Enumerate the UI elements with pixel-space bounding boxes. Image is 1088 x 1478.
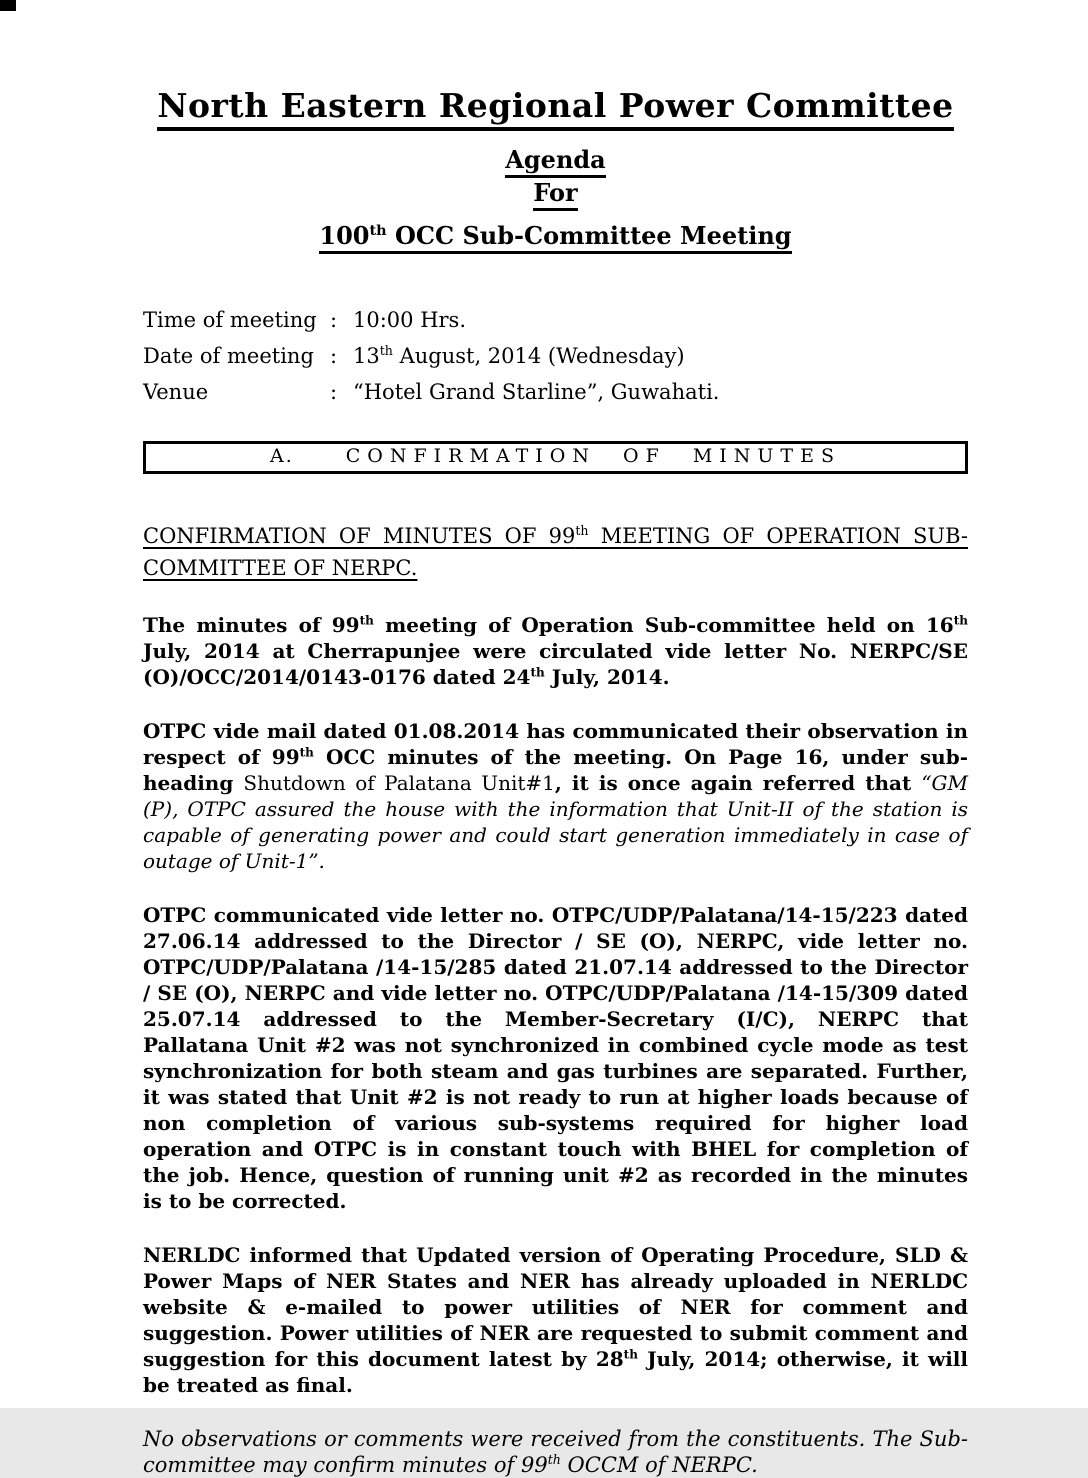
detail-date-number: 13 [353,344,380,368]
paragraph-no-observations [143,1426,968,1478]
subtitle-agenda: Agenda [505,145,605,178]
paragraph-otpc-observation [143,718,968,874]
text-run: OCC minutes of the meeting. On Page 16, under sub-heading [143,745,968,795]
meeting-heading-number: 100 [319,221,370,250]
ordinal-superscript: th [530,665,545,680]
subtitle-block [143,145,968,211]
detail-colon: : [330,380,338,404]
text-run: The minutes of 99 [143,613,360,637]
doc-title: North Eastern Regional Power Committee [157,86,953,131]
paragraph-nerldc-update [143,1242,968,1398]
title-block [143,86,968,131]
ordinal-superscript: th [299,745,314,760]
meeting-heading-ordinal: th [369,222,387,239]
detail-value-venue: “Hotel Grand Starline”, Guwahati. [353,380,720,404]
text-run-subheading: Shutdown of Palatana Unit#1 [243,771,555,795]
section-a-box [143,441,968,474]
meeting-details [143,308,968,405]
meeting-heading [319,221,791,254]
text-run: July, 2014; otherwise, it will be treated as final. [143,1347,968,1397]
section-a-index: A. [269,445,294,467]
detail-date-text: August, 2014 (Wednesday) [392,344,685,368]
ordinal-superscript: th [359,613,374,628]
detail-colon: : [330,344,338,368]
text-run-quotation: “GM (P), OTPC assured the house with the information that Unit-II of the station is capable of generating power and could start generation immediately in case of outage of Unit-1”. [143,771,968,873]
detail-value-date [346,344,968,369]
paragraph-otpc-letters: OTPC communicated vide letter no. OTPC/UDP/Palatana/14-15/223 dated 27.06.14 addressed to the Director / SE (O), NERPC, vide letter no. OTPC/UDP/Palatana /14-15/285 dated 21.07.14 addressed to the Director / SE (O), NERPC and vide letter no. OTPC/UDP/Palatana /14-15/309 dated 25.07.14 addressed to the Member-Secretary (I/C), NERPC that Pallatana Unit #2 was not synchronized in combined cycle mode as test synchronization for both steam and gas turbines are separated. Further, it was stated that Unit #2 is not ready to run at higher loads because of non completion of various sub-systems required for higher load operation and OTPC is in constant touch with BHEL for completion of the job. Hence, question of running unit #2 as recorded in the minutes is to be corrected. [143,903,968,1213]
confirmation-of-minutes-heading [143,520,968,584]
text-run: July, 2014 at Cherrapunjee were circulated vide letter No. NERPC/SE (O)/OCC/2014/0143-0176 dated 24 [143,639,968,689]
text-run: No observations or comments were received from the constituents. The Sub-committee may confirm minutes of 99 [143,1427,968,1477]
detail-label-time: Time of meeting [143,308,317,332]
detail-value-time: 10:00 Hrs. [353,308,466,332]
text-run: OCCM of NERPC. [560,1453,758,1477]
scan-corner-artifact [0,0,16,11]
subtitle-for: For [533,178,577,211]
text-run: July, 2014. [544,665,670,689]
meeting-heading-text: OCC Sub-Committee Meeting [386,221,792,250]
ordinal-superscript: th [953,613,968,628]
heading-run: CONFIRMATION OF MINUTES OF 99 [143,524,576,548]
detail-colon: : [330,308,338,332]
detail-label-venue: Venue [143,380,209,404]
detail-date-ordinal: th [379,343,393,358]
heading-run: MEETING OF OPERATION SUB-COMMITTEE OF NERPC. [143,524,968,580]
text-run: meeting of Operation Sub-committee held on 16 [373,613,954,637]
meeting-heading-block [143,221,968,254]
text-run: NERLDC informed that Updated version of Operating Procedure, SLD & Power Maps of NER States and NER has already uploaded in NERLDC website & e-mailed to power utilities of NER for comment and suggestion. Power utilities of NER are requested to submit comment and suggestion for this document latest by 28 [143,1243,968,1371]
text-run: , it is once again referred that [554,771,922,795]
heading-ordinal: th [575,523,589,538]
ordinal-superscript: th [623,1347,638,1362]
paragraph-minutes-circulated [143,612,968,690]
section-a-heading: CONFIRMATION OF MINUTES [345,445,841,467]
ordinal-superscript: th [547,1452,561,1467]
text-run: OTPC vide mail dated 01.08.2014 has communicated their observation in respect of 99 [143,719,968,769]
detail-label-date: Date of meeting [143,344,314,368]
